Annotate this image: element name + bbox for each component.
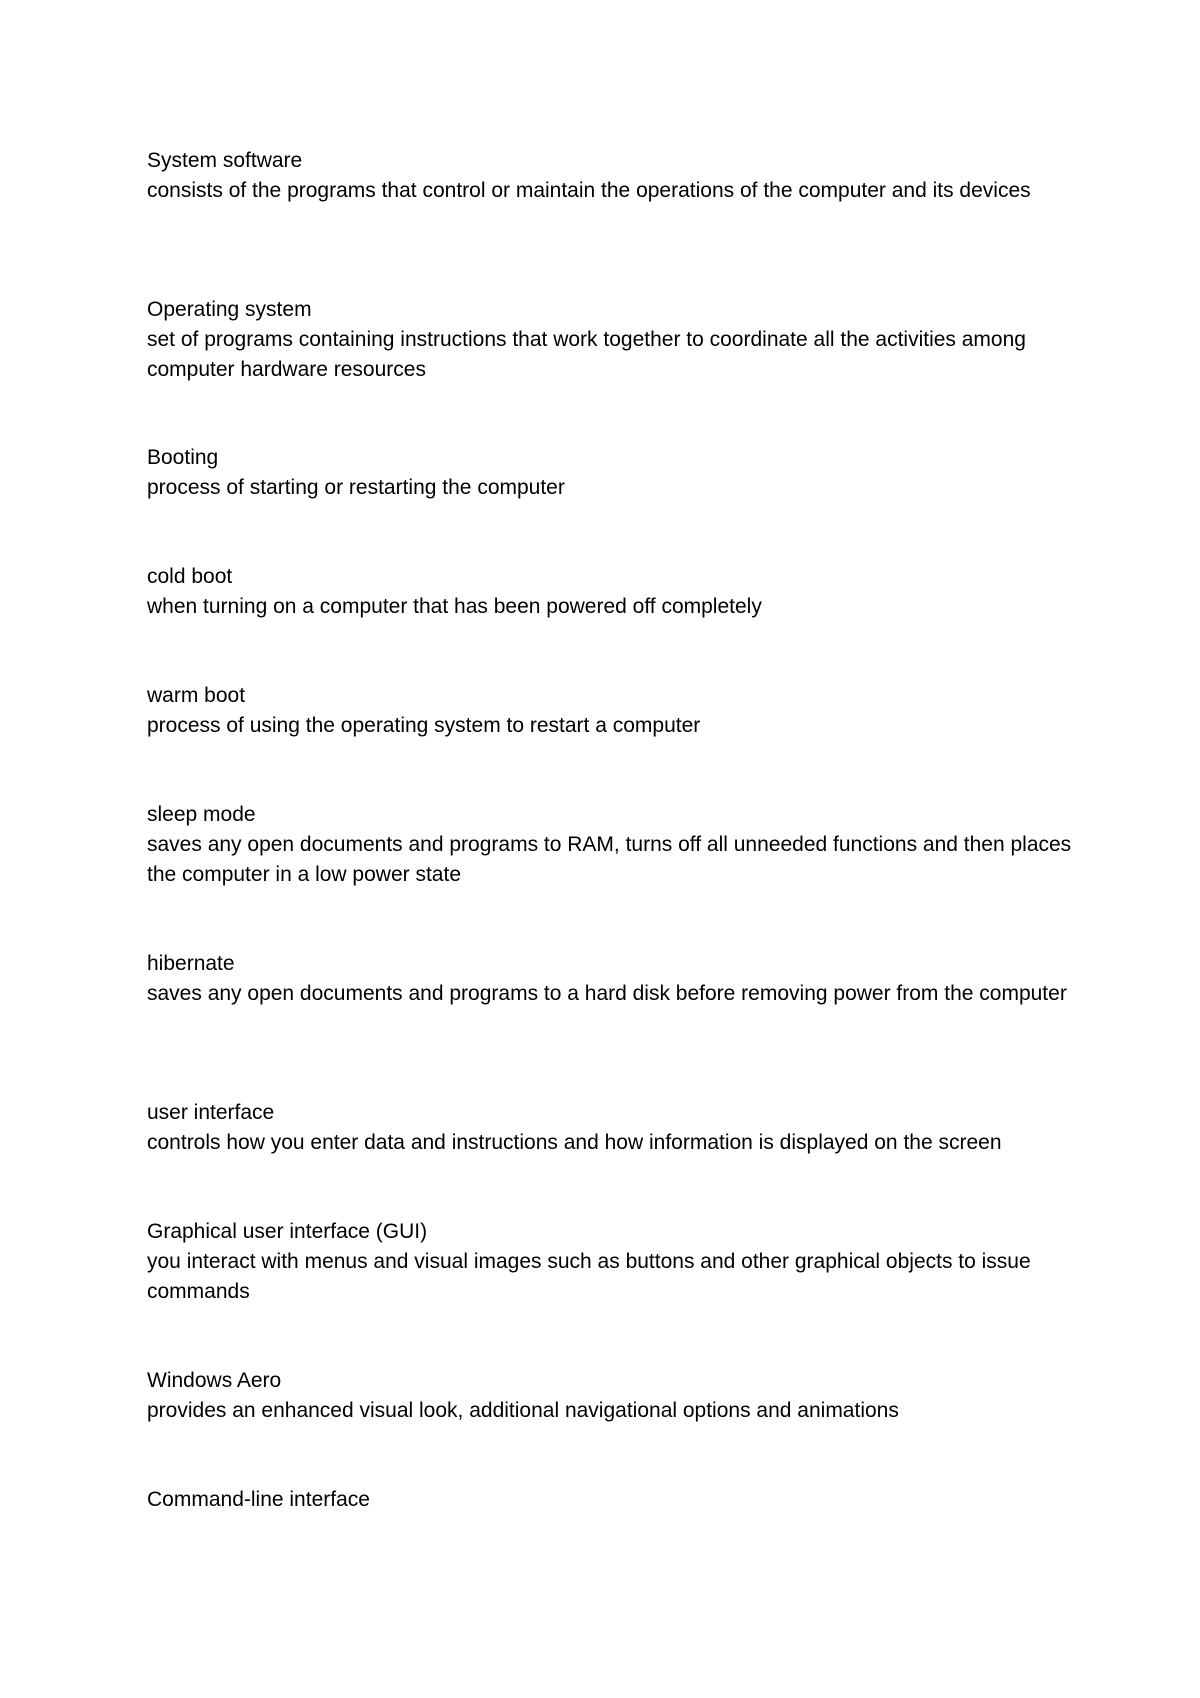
entry-definition: saves any open documents and programs to a hard disk before removing power from the computer xyxy=(147,982,1067,1005)
entry-term: Graphical user interface (GUI) xyxy=(147,1220,428,1243)
glossary-entry xyxy=(147,681,1077,741)
entry-definition: provides an enhanced visual look, additional navigational options and animations xyxy=(147,1399,899,1422)
entry-definition: process of using the operating system to restart a computer xyxy=(147,714,701,737)
glossary-entry xyxy=(147,1098,1077,1158)
entry-term: Windows Aero xyxy=(147,1369,282,1392)
glossary-entry xyxy=(147,443,1077,503)
glossary-entry xyxy=(147,1366,1077,1426)
glossary-entry xyxy=(147,146,1077,206)
entry-definition: consists of the programs that control or maintain the operations of the computer and its devices xyxy=(147,179,1031,202)
entry-definition: you interact with menus and visual images such as buttons and other graphical objects to issue commands xyxy=(147,1250,1031,1303)
glossary-entry xyxy=(147,295,1077,385)
glossary-entry xyxy=(147,1485,1077,1515)
glossary-entry xyxy=(147,1217,1077,1307)
entry-term: hibernate xyxy=(147,952,235,975)
glossary-entry xyxy=(147,949,1077,1009)
entry-definition: controls how you enter data and instructions and how information is displayed on the screen xyxy=(147,1131,1002,1154)
entry-term: sleep mode xyxy=(147,803,256,826)
entry-term: System software xyxy=(147,149,303,172)
entry-definition: set of programs containing instructions that work together to coordinate all the activities among computer hardware resources xyxy=(147,328,1026,381)
glossary-entry xyxy=(147,562,1077,622)
entry-term: cold boot xyxy=(147,565,233,588)
glossary-entry xyxy=(147,800,1077,890)
entry-term: Booting xyxy=(147,446,219,469)
entry-term: warm boot xyxy=(147,684,246,707)
entry-definition: when turning on a computer that has been powered off completely xyxy=(147,595,762,618)
entry-definition: process of starting or restarting the computer xyxy=(147,476,565,499)
entry-term: user interface xyxy=(147,1101,275,1124)
entry-definition: saves any open documents and programs to RAM, turns off all unneeded functions and then places the computer in a low power state xyxy=(147,833,1072,886)
entry-term: Command-line interface xyxy=(147,1488,370,1511)
entry-term: Operating system xyxy=(147,298,312,321)
